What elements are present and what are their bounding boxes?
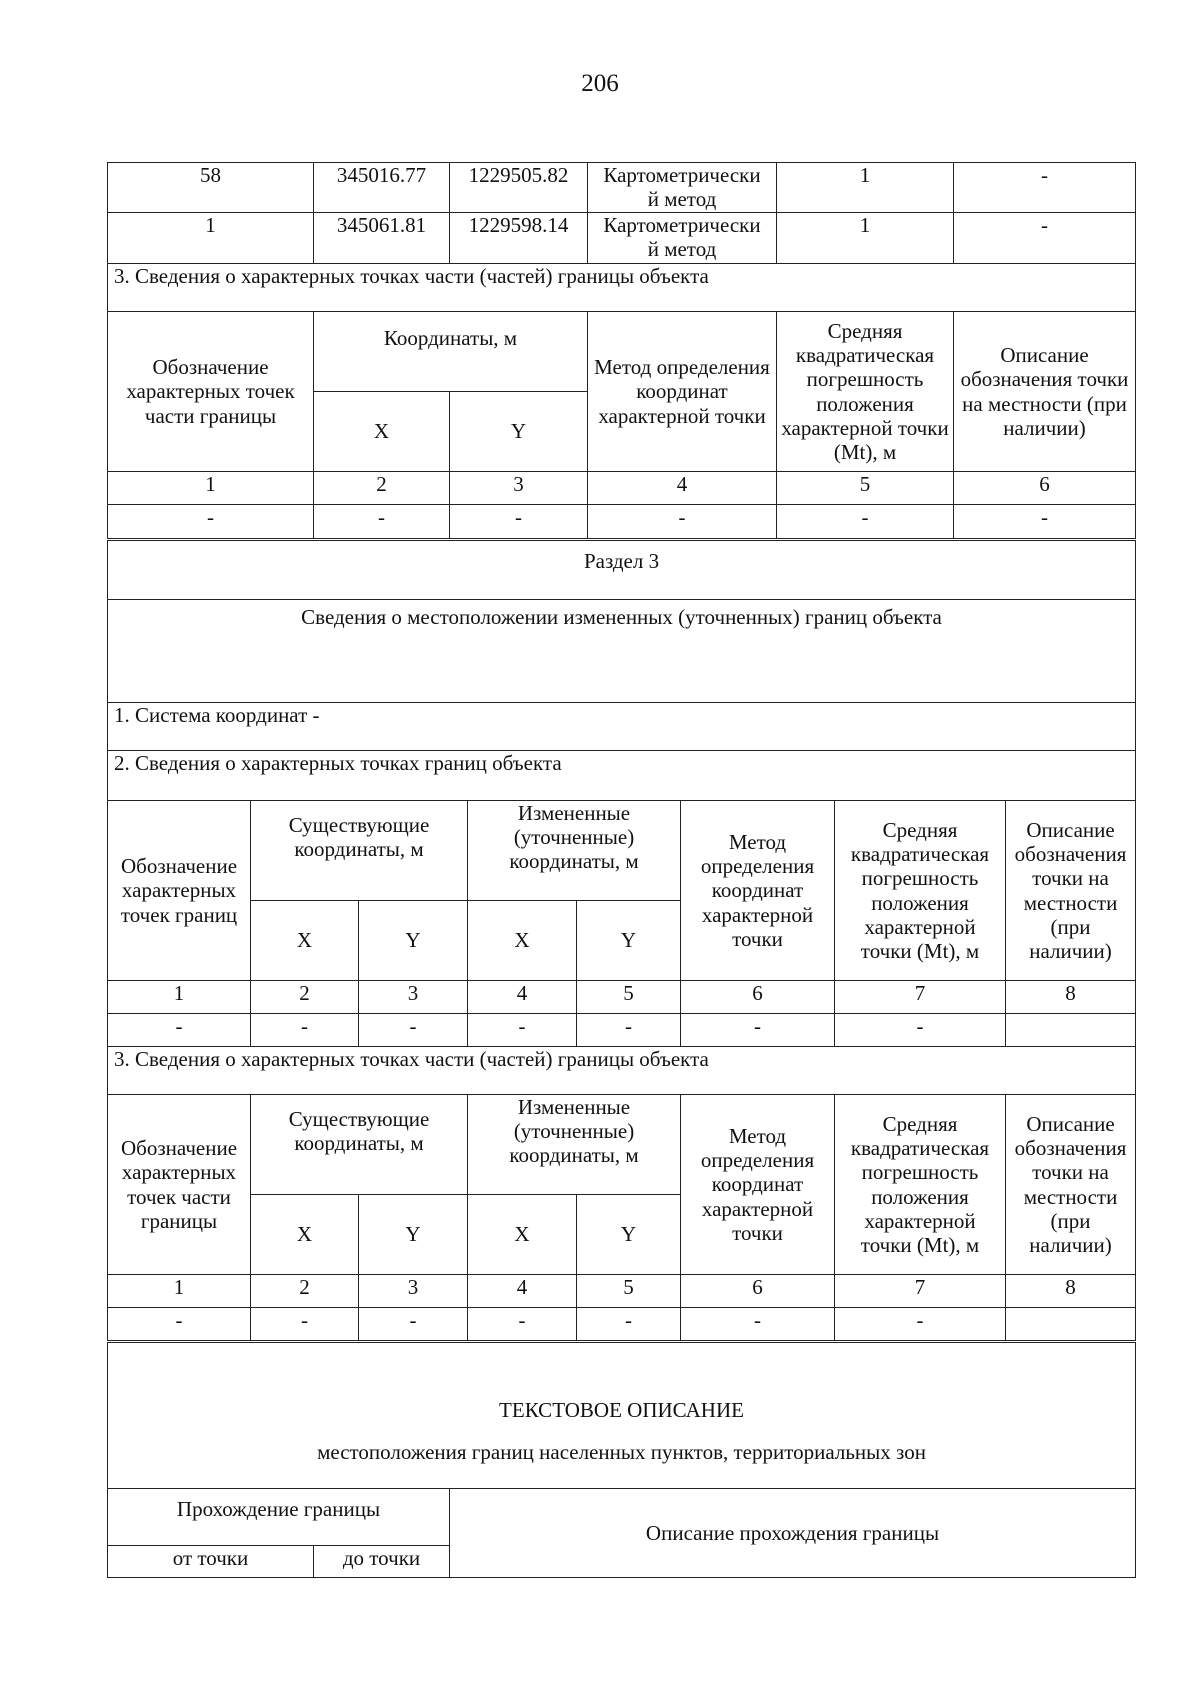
table-row <box>108 505 1136 539</box>
empty-cell: - <box>108 505 314 539</box>
text-description-title: ТЕКСТОВОЕ ОПИСАНИЕ <box>499 1398 744 1422</box>
col-number: 4 <box>468 981 577 1014</box>
page-number: 206 <box>581 70 619 97</box>
col-number: 8 <box>1006 981 1136 1014</box>
header-mt: Средняя квадратическая погрешность положения характерной точки (Mt), м <box>835 801 1006 981</box>
coordinate-system: 1. Система координат - <box>108 703 1136 751</box>
col-number: 2 <box>251 981 359 1014</box>
empty-cell <box>1006 1014 1136 1047</box>
header-description: Описание обозначения точки на местности (при наличии) <box>1006 1095 1136 1275</box>
method-line-1: Картометрически <box>603 213 761 237</box>
table-row <box>108 163 1136 213</box>
cell-desc: - <box>954 163 1136 213</box>
empty-cell <box>1006 1308 1136 1341</box>
header-x: X <box>468 1195 577 1275</box>
col-number: 7 <box>835 981 1006 1014</box>
cell-y: 1229505.82 <box>450 163 588 213</box>
header-mt: Средняя квадратическая погрешность положения характерной точки (Mt), м <box>777 312 954 472</box>
table-part-boundary-points <box>107 162 1136 539</box>
cell-method <box>588 213 777 264</box>
col-number: 3 <box>359 981 468 1014</box>
header-existing-coordinates: Существующие координаты, м <box>251 1095 468 1195</box>
header-x: X <box>468 901 577 981</box>
table-row <box>108 981 1136 1014</box>
header-coordinates: Координаты, м <box>314 312 588 392</box>
empty-cell: - <box>359 1014 468 1047</box>
col-number: 4 <box>468 1275 577 1308</box>
empty-cell: - <box>588 505 777 539</box>
col-number: 5 <box>577 1275 681 1308</box>
col-number: 3 <box>359 1275 468 1308</box>
table-row <box>108 213 1136 264</box>
cell-mt: 1 <box>777 213 954 264</box>
method-line-2: й метод <box>647 237 717 262</box>
col-number: 5 <box>577 981 681 1014</box>
col-number: 7 <box>835 1275 1006 1308</box>
header-passage: Прохождение границы <box>108 1489 450 1546</box>
header-x: X <box>251 901 359 981</box>
empty-cell: - <box>450 505 588 539</box>
header-description: Описание обозначения точки на местности (при наличии) <box>1006 801 1136 981</box>
table-row <box>108 472 1136 505</box>
header-mt: Средняя квадратическая погрешность положения характерной точки (Mt), м <box>835 1095 1006 1275</box>
cell-point: 58 <box>108 163 314 213</box>
points-heading: 2. Сведения о характерных точках границ объекта <box>108 751 1136 801</box>
header-y: Y <box>577 901 681 981</box>
col-number: 2 <box>314 472 450 505</box>
empty-cell: - <box>577 1308 681 1341</box>
empty-cell: - <box>468 1308 577 1341</box>
section-subtitle: Сведения о местоположении измененных (уточненных) границ объекта <box>108 600 1136 703</box>
text-description-subtitle: местоположения границ населенных пунктов, территориальных зон <box>317 1440 926 1465</box>
empty-cell: - <box>835 1308 1006 1341</box>
empty-cell: - <box>251 1308 359 1341</box>
col-number: 6 <box>681 981 835 1014</box>
header-method: Метод определения координат характерной точки <box>588 312 777 472</box>
table-section-3 <box>107 540 1136 1341</box>
table-row <box>108 1014 1136 1047</box>
col-number: 4 <box>588 472 777 505</box>
empty-cell: - <box>108 1308 251 1341</box>
header-point-designation: Обозначение характерных точек границ <box>108 801 251 981</box>
header-changed-coordinates: Измененные (уточненные) координаты, м <box>468 1095 681 1195</box>
parts-heading: 3. Сведения о характерных точках части (частей) границы объекта <box>108 264 1136 312</box>
text-description-header <box>108 1343 1136 1489</box>
header-point-designation: Обозначение характерных точек части границы <box>108 1095 251 1275</box>
cell-method <box>588 163 777 213</box>
col-number: 1 <box>108 981 251 1014</box>
empty-cell: - <box>577 1014 681 1047</box>
col-number: 3 <box>450 472 588 505</box>
method-line-2: й метод <box>647 187 717 212</box>
empty-cell: - <box>359 1308 468 1341</box>
header-y: Y <box>450 392 588 472</box>
empty-cell: - <box>954 505 1136 539</box>
section-title: Раздел 3 <box>108 541 1136 600</box>
empty-cell: - <box>314 505 450 539</box>
table-text-description <box>107 1342 1136 1578</box>
header-description: Описание обозначения точки на местности (при наличии) <box>954 312 1136 472</box>
header-method: Метод определения координат характерной точки <box>681 801 835 981</box>
empty-cell: - <box>681 1014 835 1047</box>
col-number: 5 <box>777 472 954 505</box>
col-number: 6 <box>954 472 1136 505</box>
empty-cell: - <box>681 1308 835 1341</box>
header-y: Y <box>577 1195 681 1275</box>
parts-heading: 3. Сведения о характерных точках части (частей) границы объекта <box>108 1047 1136 1095</box>
cell-point: 1 <box>108 213 314 264</box>
header-existing-coordinates: Существующие координаты, м <box>251 801 468 901</box>
empty-cell: - <box>251 1014 359 1047</box>
header-changed-coordinates: Измененные (уточненные) координаты, м <box>468 801 681 901</box>
cell-mt: 1 <box>777 163 954 213</box>
cell-desc: - <box>954 213 1136 264</box>
col-number: 1 <box>108 1275 251 1308</box>
col-number: 2 <box>251 1275 359 1308</box>
header-to-point: до точки <box>314 1546 450 1578</box>
cell-x: 345061.81 <box>314 213 450 264</box>
cell-x: 345016.77 <box>314 163 450 213</box>
header-y: Y <box>359 1195 468 1275</box>
header-x: X <box>314 392 450 472</box>
cell-y: 1229598.14 <box>450 213 588 264</box>
header-from-point: от точки <box>108 1546 314 1578</box>
header-y: Y <box>359 901 468 981</box>
col-number: 6 <box>681 1275 835 1308</box>
header-method: Метод определения координат характерной точки <box>681 1095 835 1275</box>
empty-cell: - <box>777 505 954 539</box>
header-x: X <box>251 1195 359 1275</box>
header-passage-description: Описание прохождения границы <box>450 1489 1136 1578</box>
empty-cell: - <box>468 1014 577 1047</box>
table-row <box>108 1275 1136 1308</box>
header-point-designation: Обозначение характерных точек части границы <box>108 312 314 472</box>
method-line-1: Картометрически <box>603 163 761 187</box>
empty-cell: - <box>835 1014 1006 1047</box>
table-row <box>108 1308 1136 1341</box>
empty-cell: - <box>108 1014 251 1047</box>
col-number: 8 <box>1006 1275 1136 1308</box>
col-number: 1 <box>108 472 314 505</box>
